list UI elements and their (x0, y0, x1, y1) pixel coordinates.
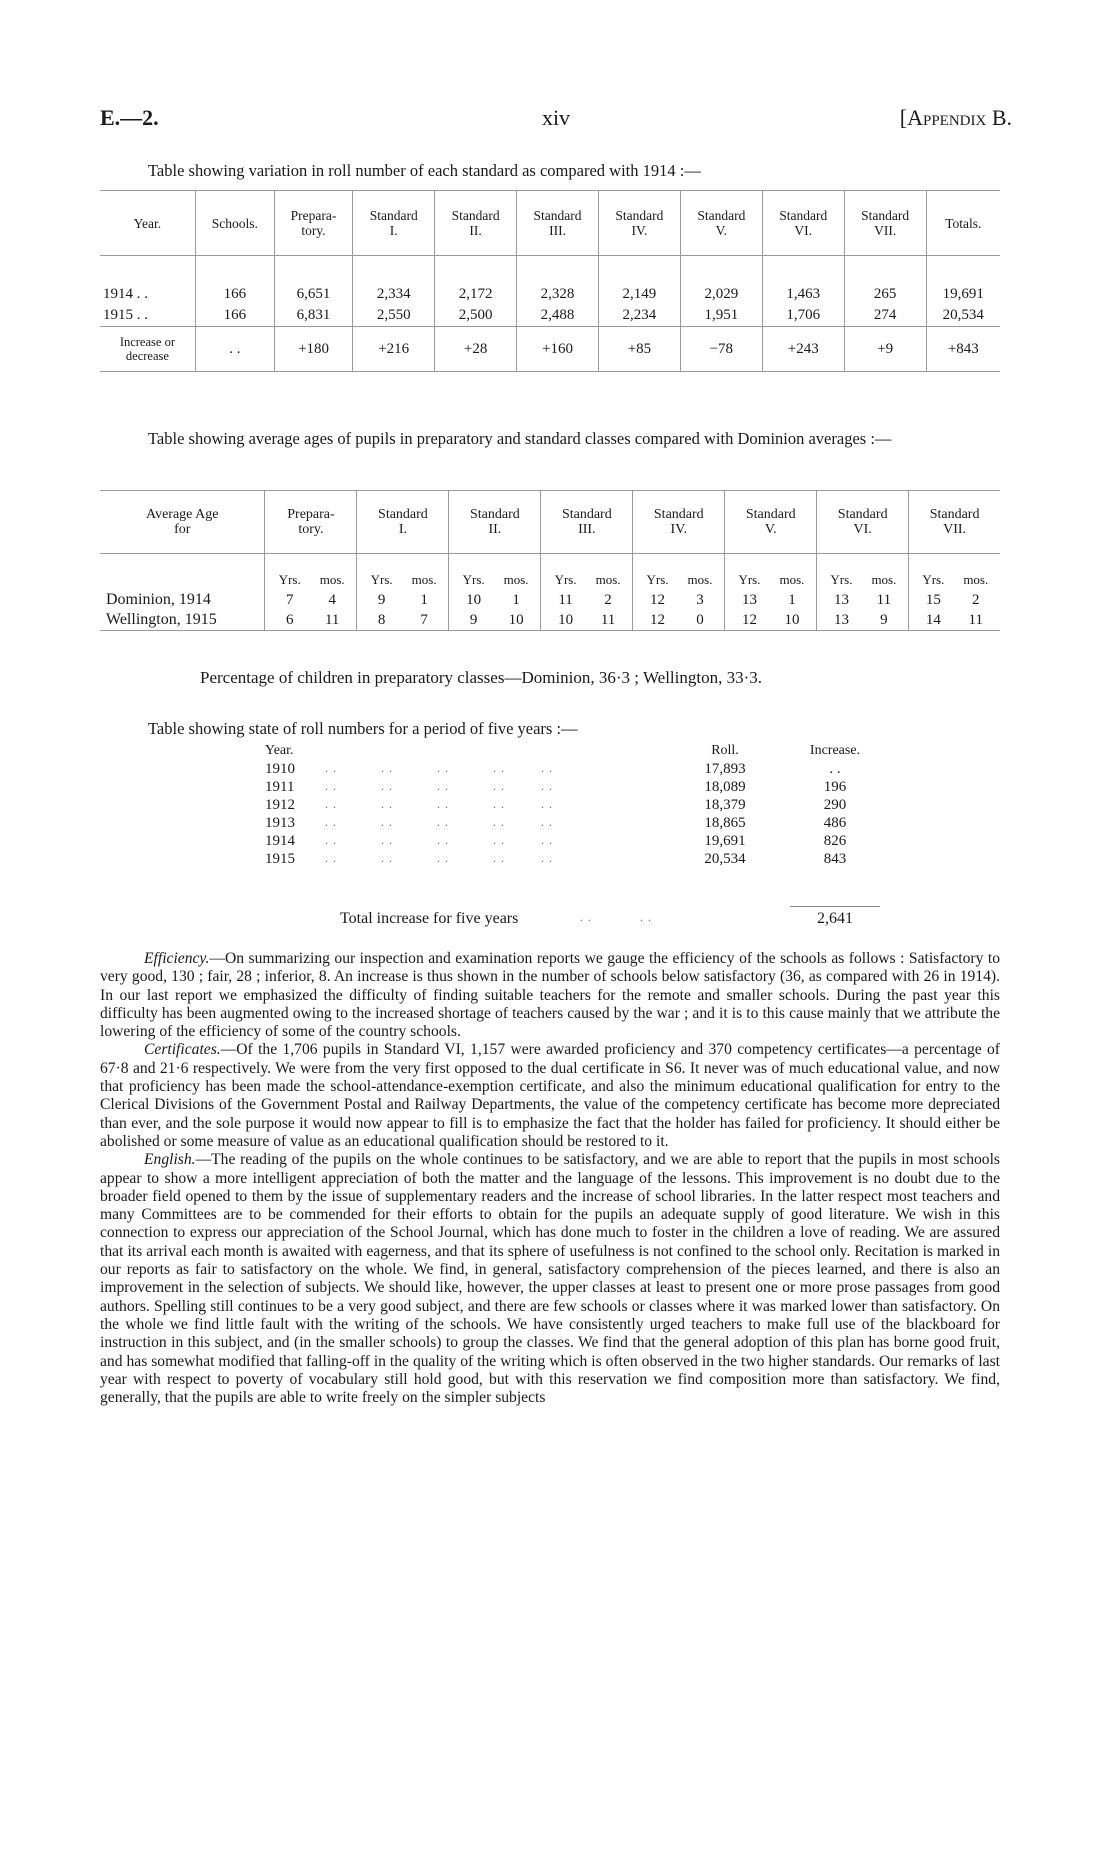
age-months: 3 (696, 591, 704, 608)
column-header: Standard IV. (633, 491, 725, 554)
paragraph (100, 1151, 1000, 1407)
increase-cell: −78 (680, 327, 762, 372)
age-cell (817, 610, 909, 631)
row-label: Wellington, 1915 (100, 610, 265, 631)
column-header: Standard I. (353, 191, 435, 256)
age-cell (541, 590, 633, 610)
age-months: 11 (600, 611, 616, 628)
paragraph-heading: English. (144, 1151, 196, 1169)
unit-label: Yrs. (554, 572, 577, 587)
increase-cell: . . (195, 327, 274, 372)
age-cell (449, 590, 541, 610)
paragraph (100, 950, 1000, 1041)
increase-value: 486 (823, 815, 847, 831)
increase-cell: +180 (274, 327, 352, 372)
age-months: 0 (696, 611, 704, 628)
age-years: 12 (650, 591, 666, 608)
unit-label: Yrs. (278, 572, 301, 587)
header-report-code: E.—2. (100, 105, 159, 130)
unit-label: Yrs. (462, 572, 485, 587)
table-row (100, 305, 1000, 327)
table-cell: 20,534 (926, 305, 1000, 327)
total-rule (790, 906, 880, 907)
age-months: 2 (972, 591, 980, 608)
table-cell: 274 (844, 305, 926, 327)
increase-value: 196 (823, 779, 847, 795)
row-year: 1914 (265, 833, 295, 849)
table-cell: 2,334 (353, 284, 435, 305)
age-cell (909, 610, 1000, 631)
total-increase-label: Total increase for five years (340, 910, 519, 927)
units-cell (633, 554, 725, 591)
age-years: 9 (469, 611, 478, 628)
unit-label: mos. (871, 572, 897, 587)
age-years: 15 (925, 591, 941, 608)
table-row: 1915 . . . . . . . . . . 20,534 843 (265, 851, 905, 869)
column-header: Standard II. (435, 191, 517, 256)
age-cell (541, 610, 633, 631)
column-header: Year. (100, 191, 195, 256)
increase-cell: +843 (926, 327, 1000, 372)
unit-label: mos. (963, 572, 989, 587)
paragraph-text: —Of the 1,706 pupils in Standard VI, 1,157 were awarded proficiency and 370 competency certificates—a percentage of 67·8 and 21·6 respectively. We were from the very first opposed to the dual certificate in S6. It never was of much educational value, and now that proficiency has been made the school-attendance-exemption certificate, and also the minimum educational qualification for entry to the Clerical Divisions of the Government Postal and Railway Departments, the value of the competency certificate has become more depreciated than ever, and the sole purpose it would now appear to fill is to emphasize the fact that the holder has failed for proficiency. It should either be abolished or some measure of value as an educational qualification should be restored to it. (100, 1041, 1000, 1150)
units-cell (357, 554, 449, 591)
age-years: 12 (741, 611, 757, 628)
table-row: 1914 . . . . . . . . . . 19,691 826 (265, 833, 905, 851)
age-cell (633, 590, 725, 610)
roll-value: 20,534 (704, 851, 746, 867)
roll-value: 17,893 (704, 761, 746, 777)
row-label: Dominion, 1914 (106, 591, 211, 608)
unit-label: mos. (687, 572, 713, 587)
age-months: 1 (420, 591, 428, 608)
age-cell (633, 610, 725, 631)
column-header: Schools. (195, 191, 274, 256)
table2-caption: Table showing average ages of pupils in preparatory and standard classes compared with Dominion averages :— (148, 429, 892, 448)
row-year: 1914 . . (103, 286, 148, 302)
report-body-text (100, 950, 1000, 1407)
unit-label: mos. (779, 572, 805, 587)
age-years: 13 (741, 591, 757, 608)
table-cell: 265 (844, 284, 926, 305)
header-appendix: [Appendix B. (899, 105, 1012, 130)
paragraph-text: —The reading of the pupils on the whole continues to be satisfactory, and we are able to report that the pupils in most schools appear to show a more intelligent appreciation of both the matter and the language of the lessons. This improvement is no doubt due to the broader field opened to them by the issue of supplementary readers and the increase of school libraries. In the latter respect most teachers and many Committees are to be commended for their efforts to obtain for the pupils an adequate supply of good literature. We wish in this connection to express our appreciation of the School Journal, which has done much to foster in the children a love of reading. We are assured that its arrival each month is awaited with eagerness, and that its sphere of usefulness is not confined to the school only. Recitation is marked in our reports as fair to satisfactory on the whole. We find, in general, satisfactory comprehension of the pieces learned, and there is also an improvement in the selection of subjects. We should like, however, the upper classes at least to present one or more prose passages from good authors. Spelling still continues to be a very good subject, and there are few schools or classes where it was marked lower than satisfactory. On the whole we find little fault with the writing of the schools. We have consistently urged teachers to make full use of the blackboard for instruction in this subject, and (in the smaller schools) to group the classes. We find that the general adoption of this plan has borne good fruit, and has somewhat modified that falling-off in the quality of the writing which is often observed in the two higher standards. Our remarks of last year with respect to poverty of vocabulary still hold good, but with this reservation we find composition more than satisfactory. We find, generally, that the pupils are able to write freely on the simpler subjects (100, 1151, 1000, 1407)
table-row (100, 284, 1000, 305)
column-header: Standard VII. (844, 191, 926, 256)
increase-value: 826 (823, 833, 847, 849)
page-header (100, 105, 1012, 135)
roll-value: 18,089 (704, 779, 746, 795)
paragraph-text: —On summarizing our inspection and examination reports we gauge the efficiency of the schools as follows : Satisfactory to very good, 130 ; fair, 28 ; inferior, 8. An increase is thus shown in the number of schools below satisfactory (36, as compared with 26 in 1914). In our last report we emphasized the difficulty of finding suitable teachers for the remote and smaller schools. During the past year this difficulty has been augmented owing to the increased shortage of teachers caused by the war ; and it is to this cause mainly that we attribute the lowering of the efficiency of some of the country schools. (100, 950, 1000, 1041)
table3-header-row (265, 743, 905, 761)
table-cell: 2,328 (517, 284, 599, 305)
table3-increase-header: Increase. (809, 743, 861, 758)
increase-value: 290 (823, 797, 847, 813)
column-header: Prepara- tory. (265, 491, 357, 554)
age-months: 1 (512, 591, 520, 608)
column-header: Standard V. (680, 191, 762, 256)
units-cell (909, 554, 1000, 591)
roll-numbers-five-years-table (265, 743, 905, 869)
paragraph-heading: Efficiency. (144, 950, 210, 967)
paragraph (100, 1041, 1000, 1151)
age-cell (265, 610, 357, 631)
age-months: 11 (876, 591, 892, 608)
increase-value: . . (829, 761, 841, 777)
table-row: 1913 . . . . . . . . . . 18,865 486 (265, 815, 905, 833)
unit-label: mos. (411, 572, 437, 587)
preparatory-percentage-note: Percentage of children in preparatory classes—Dominion, 36·3 ; Wellington, 33·3. (200, 668, 763, 687)
age-years: 10 (558, 611, 574, 628)
column-header: Standard VII. (909, 491, 1000, 554)
row-year: 1912 (265, 797, 295, 813)
table-cell: 166 (195, 284, 274, 305)
table-cell: 2,234 (598, 305, 680, 327)
column-header: Standard VI. (762, 191, 844, 256)
table3-roll-header: Roll. (711, 743, 739, 758)
table-row: 1911 . . . . . . . . . . 18,089 196 (265, 779, 905, 797)
age-cell (817, 590, 909, 610)
column-header: Standard III. (517, 191, 599, 256)
table-cell: 2,149 (598, 284, 680, 305)
age-years: 8 (377, 611, 386, 628)
roll-value: 18,865 (704, 815, 746, 831)
age-months: 11 (324, 611, 340, 628)
units-cell (265, 554, 357, 591)
column-header: Standard II. (449, 491, 541, 554)
average-ages-table (100, 490, 1000, 631)
table-cell: 2,500 (435, 305, 517, 327)
age-months: 2 (604, 591, 612, 608)
column-header: Standard III. (541, 491, 633, 554)
increase-cell: +216 (353, 327, 435, 372)
table-cell: 2,172 (435, 284, 517, 305)
column-header: Standard VI. (817, 491, 909, 554)
age-years: 12 (650, 611, 666, 628)
increase-cell: +28 (435, 327, 517, 372)
table-cell: 2,550 (353, 305, 435, 327)
units-cell (541, 554, 633, 591)
table-row: 1910 . . . . . . . . . . 17,893 . . (265, 761, 905, 779)
increase-label: Increase or decrease (100, 327, 195, 372)
row-year: 1915 (265, 851, 295, 867)
increase-cell: +85 (598, 327, 680, 372)
age-cell (265, 590, 357, 610)
roll-variation-table (100, 190, 1000, 372)
increase-cell: +9 (844, 327, 926, 372)
table-cell: 1,706 (762, 305, 844, 327)
age-months: 10 (784, 611, 800, 628)
row-year: 1910 (265, 761, 295, 777)
age-months: 9 (880, 611, 888, 628)
age-years: 11 (558, 591, 573, 608)
unit-label: mos. (595, 572, 621, 587)
units-cell (817, 554, 909, 591)
unit-label: Yrs. (370, 572, 393, 587)
unit-label: Yrs. (922, 572, 945, 587)
column-header: Standard I. (357, 491, 449, 554)
unit-label: Yrs. (646, 572, 669, 587)
unit-label: mos. (319, 572, 345, 587)
age-years: 10 (466, 591, 482, 608)
column-header: Standard IV. (598, 191, 680, 256)
document-page: E.—2. xiv [Appendix B. Table showing variation in roll number of each standard as compared with 1914 :— Year. Schools. Prepara- tory. Standard I. Standard II. Standard III. Standard IV. Standard V. Standard VI. Standard VII. Totals. 1914 . . 166 6,651 2,334 2,172 2,328 2,149 2,029 1,463 265 19,691 1915 . . 166 6,831 2,550 2,500 2,488 2,234 1,951 1,706 274 20,534 Increase or decrease . . +180 +216 +28 +160 +85 −78 +243 +9 +843 Table showing average ages of pupils in preparatory and standard classes compared with Dominion averages :— Average Age for Prepara- tory. Standard I. Standard II. Standard III. Standard IV. Standard V. Standard VI. Standard VII. Yrs. mos. Yrs. mos. Yrs. mos. Yrs. mos. Yrs. mos. Yrs. mos. Yrs. mos. Yrs. mos. Dominion, 1914 7 4 9 1 10 1 11 2 12 3 13 1 13 11 15 2 Wellington, 1915 6 11 8 7 9 10 10 11 12 0 12 10 13 9 14 11 Percentage of children in preparatory classes—Dominion, 36·3 ; Wellington, 33·3. Table showing state of roll numbers for a period of five years :— Year. Roll. Increase. 1910 . . . . . . . . . . 17,893 . . 1911 . . . . . . . . . . 18,089 196 1912 . . . . . . . . . . 18,379 290 1913 . . . . . . . . . . 18,865 486 1914 . . . . . . . . . . 19,691 826 1915 . . . . . . . . . . 20,534 843 Total increase for five years . . . . 2,641 Efficiency.—On summarizing our inspection and examination reports we gauge the efficiency of the schools as follows : Satisfactory to very good, 130 ; fair, 28 ; inferior, 8. An increase is thus shown in the number of schools below satisfactory (36, as compared with 26 in 1914). In our last report we emphasized the difficulty of finding suitable teachers for the remote and smaller schools. During the past year this difficulty has been augmented owing to the increased shortage of teachers caused by the war ; and it is to this cause mainly that we attribute the lowering of the efficiency of some of the country schools. Certificates.—Of the 1,706 pupils in Standard VI, 1,157 were awarded proficiency and 370 competency certificates—a percentage of 67·8 and 21·6 respectively. We were from the very first opposed to the dual certificate in S6. It never was of much educational value, and now that proficiency has been made the school-attendance-exemption certificate, and also the minimum educational qualification for entry to the Clerical Divisions of the Government Postal and Railway Departments, the value of the competency certificate has become more depreciated than ever, and the sole purpose it would now appear to fill is to emphasize the fact that the holder has failed for proficiency. It should either be abolished or some measure of value as an educational qualification should be restored to it. English.—The reading of the pupils on the whole continues to be satisfactory, and we are able to report that the pupils in most schools appear to show a more intelligent appreciation of both the matter and the language of the lessons. This improvement is no doubt due to the broader field opened to them by the issue of supplementary readers and the increase of school libraries. In the latter respect most teachers and many Committees are to be commended for their efforts to obtain for the pupils an adequate supply of good literature. We wish in this connection to express our appreciation of the School Journal, which has done much to foster in the children a love of reading. We are assured that its arrival each month is awaited with eagerness, and that its sphere of usefulness is not confined to the school only. Recitation is marked in our reports as fair to satisfactory on the whole. We find, in general, satisfactory comprehension of the pieces learned, and there is also an improvement in the selection of subjects. We should like, however, the upper classes at least to present one or more prose passages from good authors. Spelling still continues to be a very good subject, and there are few schools or classes where it was marked lower than satisfactory. On the whole we find little fault with the writing of the schools. We have consistently urged teachers to make full use of the blackboard for instruction in this subject, and (in the smaller schools) to group the classes. We find that the general adoption of this plan has borne good fruit, and has somewhat modified that falling-off in the quality of the writing which is often observed in the two higher standards. Our remarks of last year with respect to poverty of vocabulary still hold good, but with this reservation we find composition more than satisfactory. We find, generally, that the pupils are able to write freely on the simpler subjects (100, 105, 1012, 1407)
age-months: 7 (420, 611, 428, 628)
table-cell: 1,463 (762, 284, 844, 305)
table-row (100, 590, 1000, 610)
header-page-number: xiv (541, 105, 571, 130)
age-months: 4 (328, 591, 336, 608)
units-cell (449, 554, 541, 591)
units-cell (725, 554, 817, 591)
table-cell: 166 (195, 305, 274, 327)
age-cell (357, 590, 449, 610)
table-cell: 19,691 (926, 284, 1000, 305)
age-years: 14 (925, 611, 941, 628)
age-cell (357, 610, 449, 631)
age-cell (449, 610, 541, 631)
table3-year-header: Year. (265, 743, 294, 758)
table-cell: 2,488 (517, 305, 599, 327)
unit-label: mos. (503, 572, 529, 587)
column-header: Standard V. (725, 491, 817, 554)
age-years: 9 (377, 591, 386, 608)
row-year: 1911 (265, 779, 295, 795)
table-cell: 2,029 (680, 284, 762, 305)
row-year: 1913 (265, 815, 295, 831)
table3-caption: Table showing state of roll numbers for a period of five years :— (148, 719, 578, 738)
column-header: Prepara- tory. (274, 191, 352, 256)
paragraph-heading: Certificates. (144, 1041, 221, 1059)
age-months: 10 (508, 611, 524, 628)
roll-value: 18,379 (704, 797, 746, 813)
age-months: 11 (968, 611, 983, 628)
units-spacer (100, 554, 265, 591)
age-years: 13 (833, 591, 849, 608)
age-years: 6 (285, 611, 294, 628)
increase-cell: +243 (762, 327, 844, 372)
age-years: 13 (833, 611, 849, 628)
age-years: 7 (285, 591, 294, 608)
table-row: 1912 . . . . . . . . . . 18,379 290 (265, 797, 905, 815)
increase-value: 843 (823, 851, 847, 867)
column-header: Average Age for (100, 491, 265, 554)
table-cell: 6,651 (274, 284, 352, 305)
total-increase-value: 2,641 (817, 910, 853, 927)
row-year: 1915 . . (103, 307, 148, 323)
age-cell (725, 590, 817, 610)
table-cell: 6,831 (274, 305, 352, 327)
age-cell (725, 610, 817, 631)
table-cell: 1,951 (680, 305, 762, 327)
age-cell (909, 590, 1000, 610)
unit-label: Yrs. (830, 572, 853, 587)
roll-value: 19,691 (704, 833, 746, 849)
increase-cell: +160 (517, 327, 599, 372)
unit-label: Yrs. (738, 572, 761, 587)
table1-caption: Table showing variation in roll number of each standard as compared with 1914 :— (148, 161, 701, 180)
table-row (100, 610, 1000, 631)
age-months: 1 (788, 591, 796, 608)
column-header: Totals. (926, 191, 1000, 256)
